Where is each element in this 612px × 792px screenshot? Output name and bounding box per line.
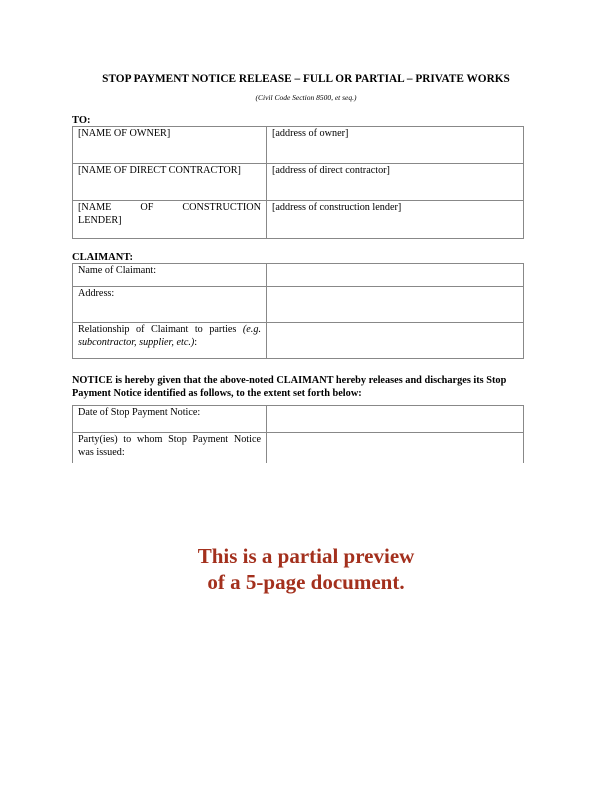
preview-line1: This is a partial preview [197, 544, 415, 568]
preview-notice [0, 543, 612, 595]
date-label: Date of Stop Payment Notice: [73, 406, 267, 433]
table-row [73, 164, 524, 201]
to-label: TO: [72, 115, 91, 126]
claimant-table [72, 263, 524, 359]
preview-line2: of a 5-page document. [207, 570, 405, 594]
document-subtitle: (Civil Code Section 8500, et seq.) [255, 93, 357, 102]
lender-name-line1: [NAME OF CONSTRUCTION [78, 202, 261, 213]
contractor-address: [address of direct contractor] [267, 164, 524, 201]
claimant-label: CLAIMANT: [72, 252, 134, 263]
contractor-name: [NAME OF DIRECT CONTRACTOR] [73, 164, 267, 201]
owner-name: [NAME OF OWNER] [73, 127, 267, 164]
lender-name-line2: LENDER] [78, 214, 122, 226]
document-title: STOP PAYMENT NOTICE RELEASE – FULL OR PARTIAL – PRIVATE WORKS [102, 73, 510, 85]
lender-address: [address of construction lender] [267, 201, 524, 239]
table-row [73, 201, 524, 239]
parties-label: Party(ies) to whom Stop Payment Notice was issued: [73, 433, 267, 463]
owner-address: [address of owner] [267, 127, 524, 164]
table-row [73, 264, 524, 287]
table-row [73, 287, 524, 323]
table-row [73, 406, 524, 433]
relationship-colon: : [194, 336, 198, 348]
parties-field[interactable] [267, 433, 524, 463]
notice-table [72, 405, 524, 463]
claimant-address-label: Address: [73, 287, 267, 323]
table-row [73, 323, 524, 359]
relationship-example: (e.g. subcontractor, supplier, etc.) [78, 324, 261, 348]
relationship-field[interactable] [267, 323, 524, 359]
notice-text: NOTICE is hereby given that the above-noted CLAIMANT hereby releases and discharges its Stop Payment Notice identified as follows, to the extent set forth below: [72, 375, 507, 399]
claimant-address-field[interactable] [267, 287, 524, 323]
claimant-name-label: Name of Claimant: [73, 264, 267, 287]
date-field[interactable] [267, 406, 524, 433]
table-row [73, 433, 524, 463]
relationship-label [73, 323, 267, 359]
table-row [73, 127, 524, 164]
lender-name [73, 201, 267, 239]
claimant-name-field[interactable] [267, 264, 524, 287]
to-table [72, 126, 524, 239]
relationship-label-text: Relationship of Claimant to parties [78, 324, 243, 335]
